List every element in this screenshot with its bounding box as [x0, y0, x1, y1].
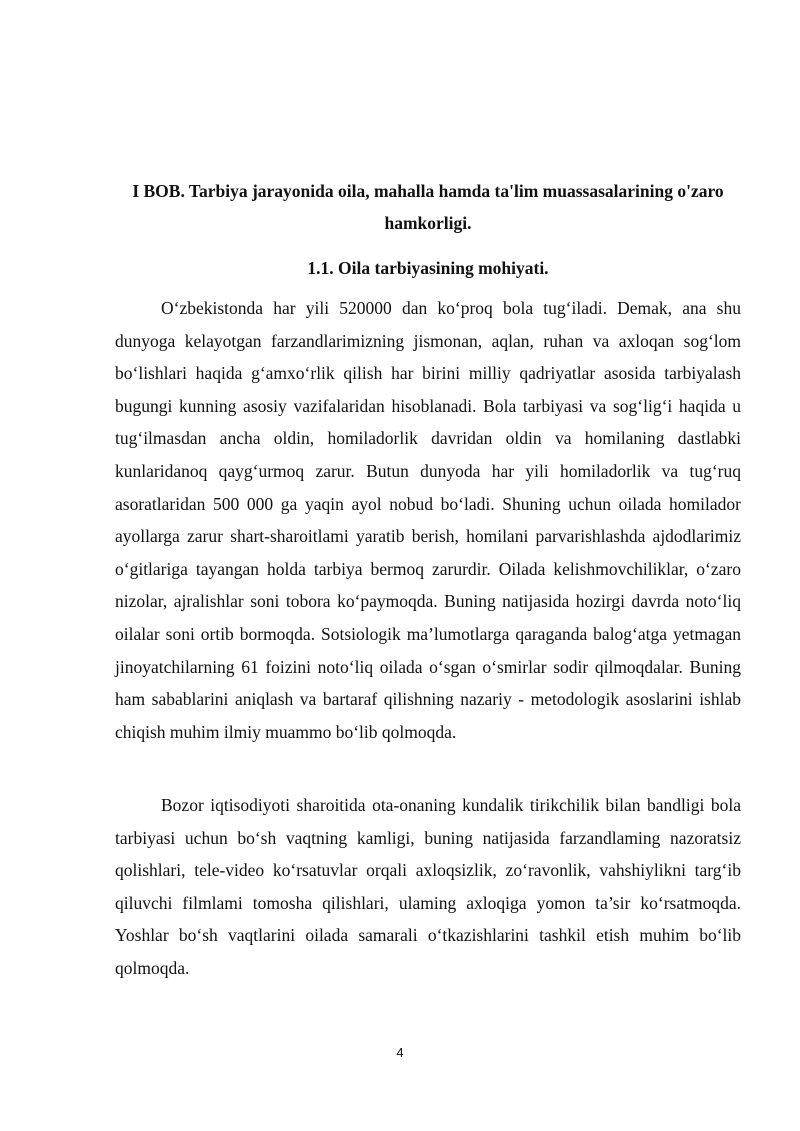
section-title: 1.1. Oila tarbiyasining mohiyati. [307, 258, 549, 278]
page-number: 4 [396, 1045, 404, 1060]
body-paragraph-2: Bozor iqtisodiyoti sharoitida ota-onaning kundalik tirikchilik bilan bandligi bola tarbiyasi uchun bo‘sh vaqtning kamligi, buning natijasida farzandlaming nazoratsiz qolishlari, tele-video ko‘rsatuvlar orqali axloqsizlik, zo‘ravonlik, vahshiylikni targ‘ib qiluvchi filmlami tomosha qilishlari, ulaming axloqiga yomon ta’sir ko‘rsatmoqda. Yoshlar bo‘sh vaqtlarini oilada samarali o‘tkazishlarini tashkil etish muhim bo‘lib qolmoqda. [115, 795, 741, 978]
chapter-title: I BOB. Tarbiya jarayonida oila, mahalla hamda ta'lim muassasalarining o'zaro hamkorligi. [132, 181, 724, 233]
body-paragraph-1: O‘zbekistonda har yili 520000 dan ko‘proq bola tug‘iladi. Demak, ana shu dunyoga kelayotgan farzandlarimizning jismonan, aqlan, ruhan va axloqan sog‘lom bo‘lishlari haqida g‘amxo‘rlik qilish har birini milliy qadriyatlar asosida tarbiyalash bugungi kunning asosiy vazifalaridan hisoblanadi. Bola tarbiyasi va sog‘lig‘i haqida u tug‘ilmasdan ancha oldin, homiladorlik davridan oldin va homilaning dastlabki kunlaridanoq qayg‘urmoq zarur. Butun dunyoda har yili homiladorlik va tug‘ruq asoratlaridan 500 000 ga yaqin ayol nobud bo‘ladi. Shuning uchun oilada homilador ayollarga zarur shart-sharoitlami yaratib berish, homilani parvarishlashda ajdodlarimiz o‘gitlariga tayangan holda tarbiya bermoq zarurdir. Oilada kelishmovchiliklar, o‘zaro nizolar, ajralishlar soni tobora ko‘paymoqda. Buning natijasida hozirgi davrda noto‘liq oilalar soni ortib bormoqda. Sotsiologik ma’lumotlarga qaraganda balog‘atga yetmagan jinoyatchilarning 61 foizini noto‘liq oilada o‘sgan o‘smirlar sodir qilmoqdalar. Buning ham sabablarini aniqlash va bartaraf qilishning nazariy - metodologik asoslarini ishlab chiqish muhim ilmiy muammo bo‘lib qolmoqda. [115, 298, 741, 742]
